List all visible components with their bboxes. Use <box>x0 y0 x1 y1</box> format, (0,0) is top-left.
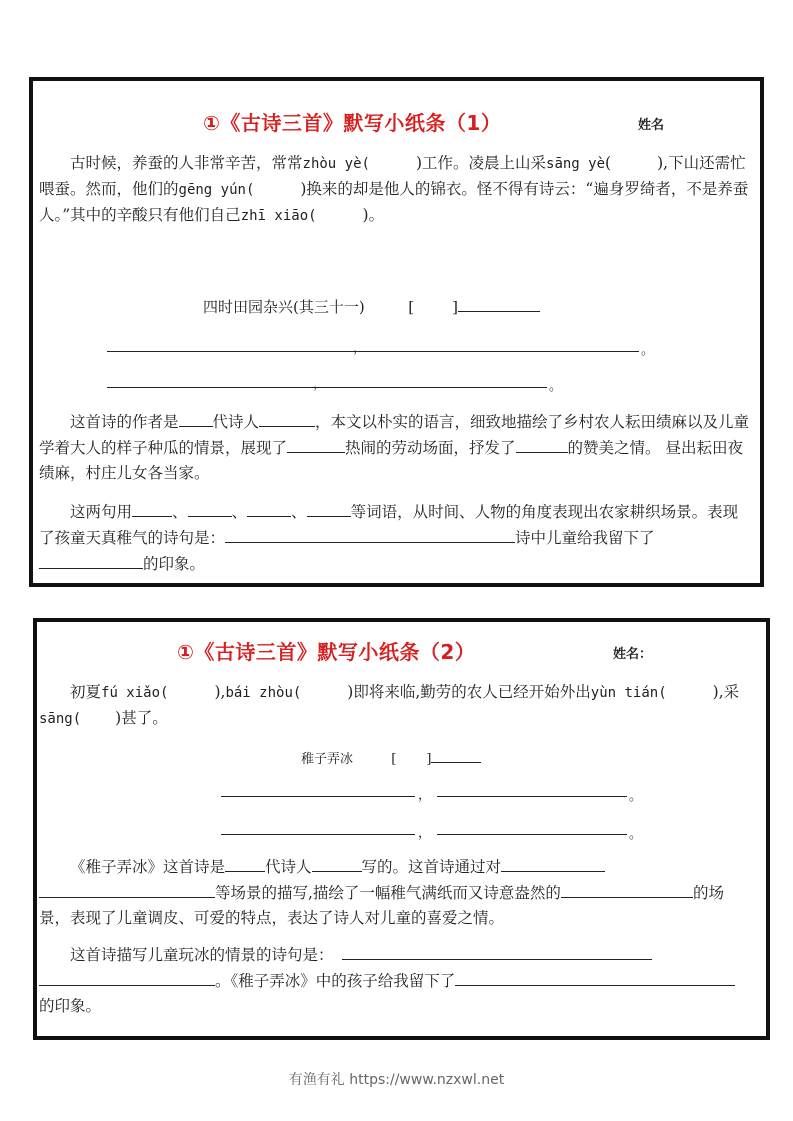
name-label: 姓名 <box>638 118 665 133</box>
word-blank[interactable] <box>132 499 172 517</box>
bracket-close: ] <box>452 298 458 316</box>
poet-blank[interactable] <box>458 295 540 312</box>
footer-watermark: 有渔有礼 https://www.nzxwl.net <box>288 1072 505 1088</box>
analysis-paragraph: 这首诗的作者是 代诗人 ，本文以朴实的语言，细致地描绘了乡村农人耘田绩麻以及儿童学着大人的样子种瓜的情景，展现了 热闹的劳动场面，抒发了 的赞美之情。 昼出耘田夜绩麻，村庄儿女各当家。 <box>39 409 751 486</box>
pinyin-blank: zhòu yè( <box>302 156 370 172</box>
period: 。 <box>629 827 643 842</box>
intro-paragraph: 古时候，养蚕的人非常辛苦，常常zhòu yè( )工作。凌晨上山采sāng yè( ),下山还需忙喂蚕。然而，他们的gēng yún( )换来的却是他人的锦衣。怪不得有诗云：“遍身罗绮者，不是养蚕人。”其中的辛酸只有他们自己zhī xiāo( )。 <box>39 154 749 224</box>
poet-blank[interactable] <box>259 409 315 427</box>
verse-blank-cont[interactable] <box>495 525 515 543</box>
answer-blank[interactable] <box>516 435 568 453</box>
intro-paragraph: 初夏fú xiǎo( ),bái zhòu( )即将来临,勤劳的农人已经开始外出yùn tián( ),采sāng( )甚了。 <box>39 683 740 727</box>
pinyin-blank: sāng yè <box>546 156 606 172</box>
comma: ， <box>418 826 432 841</box>
pinyin-blank: gēng yún( <box>178 182 255 198</box>
scene-blank[interactable] <box>501 854 605 872</box>
period: 。 <box>549 379 563 394</box>
word-blank[interactable] <box>307 499 351 517</box>
question-paragraph: 这首诗描写儿童玩冰的情景的诗句是：。《稚子弄冰》中的孩子给我留下了的印象。 <box>39 942 745 1019</box>
comma: ， <box>313 377 327 392</box>
verse-blank[interactable] <box>342 942 652 960</box>
bracket-open: [ <box>391 752 397 767</box>
poem-title: 稚子弄冰 <box>301 752 354 767</box>
scene-blank-cont[interactable] <box>39 880 215 898</box>
impression-blank[interactable] <box>455 968 695 986</box>
poem-line-1b[interactable] <box>437 796 627 797</box>
comma: ， <box>418 788 432 803</box>
pinyin-blank: fú xiǎo( <box>101 685 169 701</box>
comma: ， <box>353 341 367 356</box>
poem-line-1[interactable] <box>107 351 639 352</box>
name-label: 姓名： <box>613 647 653 662</box>
question-paragraph: 这两句用 、 、 、 等词语，从时间、人物的角度表现出农家耕织场景。表现了孩童天真稚气的诗句是： 诗中儿童给我留下了的印象。 <box>39 499 751 577</box>
scene-type-blank-cont[interactable] <box>643 880 693 898</box>
poem-line-1a[interactable] <box>221 796 415 797</box>
pinyin-blank: sāng( <box>39 711 82 727</box>
poem-line-2[interactable] <box>107 387 547 388</box>
poem-heading <box>203 295 540 317</box>
dictation-card-2 <box>33 618 770 1040</box>
impression-blank-cont[interactable] <box>695 968 735 986</box>
dictation-card-1 <box>29 77 764 587</box>
poet-blank[interactable] <box>312 854 362 872</box>
bracket-open: [ <box>408 298 415 316</box>
poet-blank[interactable] <box>431 746 481 763</box>
pinyin-blank: zhī xiāo( <box>240 208 317 224</box>
verse-blank-cont[interactable] <box>39 968 215 986</box>
dynasty-blank[interactable] <box>225 854 265 872</box>
scene-type-blank[interactable] <box>561 880 643 898</box>
answer-blank[interactable] <box>287 435 345 453</box>
pinyin-blank: bái zhòu( <box>225 685 302 701</box>
period: 。 <box>641 343 655 358</box>
card-title: ①《古诗三首》默写小纸条（2） <box>177 640 476 664</box>
poem-line-2b[interactable] <box>437 834 627 835</box>
card-title: ①《古诗三首》默写小纸条（1） <box>203 111 502 135</box>
bracket-close: ] <box>426 752 432 767</box>
poem-title: 四时田园杂兴(其三十一) <box>203 298 365 316</box>
poem-line-2a[interactable] <box>221 834 415 835</box>
period: 。 <box>629 789 643 804</box>
dynasty-blank[interactable] <box>179 409 213 427</box>
verse-blank[interactable] <box>225 525 495 543</box>
analysis-paragraph: 《稚子弄冰》这首诗是 代诗人 写的。这首诗通过对等场景的描写,描绘了一幅稚气满纸而又诗意盎然的 的场景，表现了儿童调皮、可爱的特点，表达了诗人对儿童的喜爱之情。 <box>39 854 745 931</box>
word-blank[interactable] <box>188 499 232 517</box>
poem-heading <box>301 746 481 767</box>
impression-blank[interactable] <box>39 551 143 569</box>
word-blank[interactable] <box>247 499 291 517</box>
pinyin-blank: yùn tián( <box>590 685 667 701</box>
